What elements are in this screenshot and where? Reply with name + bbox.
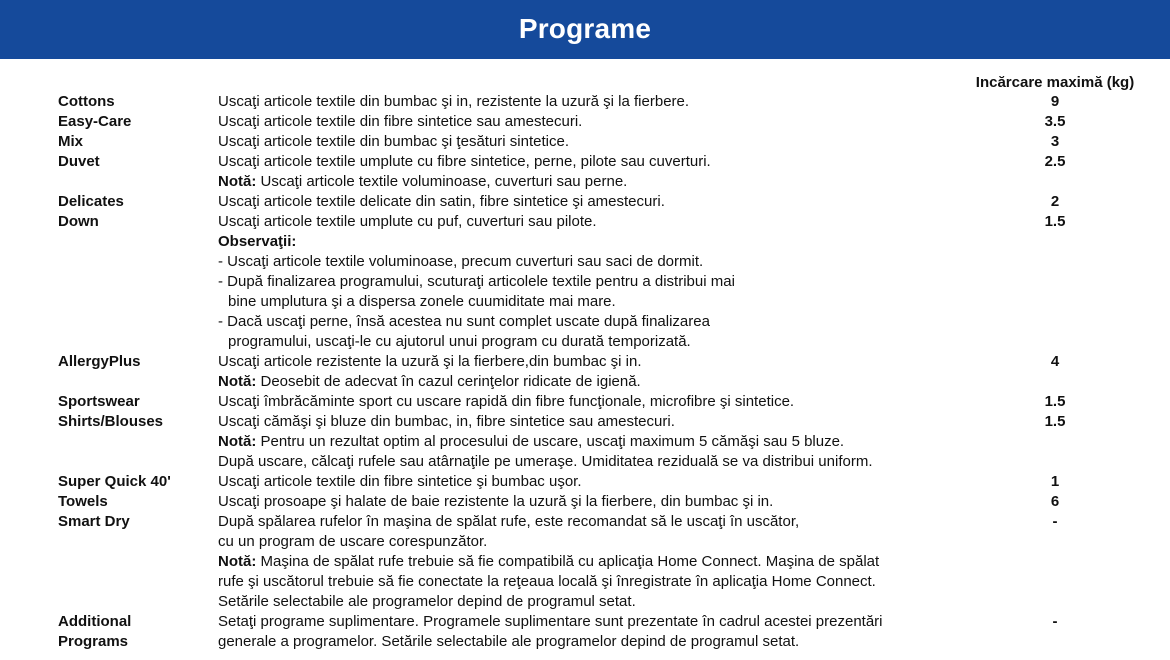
program-row-easy-care <box>0 112 1170 132</box>
program-load: - <box>1052 613 1058 630</box>
program-name: Super Quick 40' <box>58 473 171 490</box>
program-description: Uscaţi articole textile din bumbac şi in, rezistente la uzură şi la fierbere. <box>218 93 690 110</box>
program-description: Uscaţi îmbrăcăminte sport cu uscare rapidă din fibre funcţionale, microfibre şi sintetice. <box>218 393 795 410</box>
program-description: Uscaţi cămăşi şi bluze din bumbac, in, fibre sintetice sau amestecuri. Notă: Pentru un rezultat optim al procesului de uscare, uscaţi maximum 5 cămăşi sau 5 bluze. După uscare, călcaţi rufele sau atârnaţile pe umeraşe. Umiditatea reziduală se va distribui uniform. <box>218 412 958 472</box>
program-name: Duvet <box>58 153 100 170</box>
program-row-mix <box>0 132 1170 152</box>
program-name: Towels <box>58 493 108 510</box>
program-name: Down <box>58 213 99 230</box>
program-name: Mix <box>58 133 84 150</box>
program-name: Shirts/Blouses <box>58 413 164 430</box>
program-name: Easy-Care <box>58 113 132 130</box>
program-row-additional-programs <box>0 612 1170 652</box>
program-name: Sportswear <box>58 393 140 410</box>
program-description: Uscaţi articole textile din fibre sintetice şi bumbac uşor. <box>218 473 582 490</box>
program-load: - <box>1052 513 1058 530</box>
program-load: 3 <box>1050 133 1060 150</box>
header-bar <box>0 0 1170 59</box>
program-row-duvet <box>0 152 1170 192</box>
program-name: Additional Programs <box>58 613 132 650</box>
program-row-smart-dry <box>0 512 1170 612</box>
program-row-sportswear <box>0 392 1170 412</box>
program-load: 3.5 <box>1044 113 1066 130</box>
program-row-down <box>0 212 1170 352</box>
program-description: Uscaţi articole textile din bumbac şi ţesături sintetice. <box>218 133 569 150</box>
program-load: 1.5 <box>1044 393 1066 410</box>
program-load: 2.5 <box>1044 153 1066 170</box>
program-row-allergyplus <box>0 352 1170 392</box>
program-name: Smart Dry <box>58 513 130 530</box>
program-load: 9 <box>1050 93 1060 110</box>
program-name: AllergyPlus <box>58 353 141 370</box>
program-note: Notă: Pentru un rezultat optim al procesului de uscare, uscaţi maximum 5 cămăşi sau 5 bluze. <box>218 433 845 450</box>
program-name: Cottons <box>58 93 115 110</box>
program-row-towels <box>0 492 1170 512</box>
program-description: Setaţi programe suplimentare. Programele suplimentare sunt prezentate în cadrul acestei prezentări generale a programelor. Setările selectabile ale programelor depind de programul setat. <box>218 613 883 650</box>
program-note: Notă: Uscaţi articole textile voluminoase, cuverturi sau perne. <box>218 173 628 190</box>
program-load: 4 <box>1050 353 1060 370</box>
program-note: Notă: Maşina de spălat rufe trebuie să fie compatibilă cu aplicaţia Home Connect. Maşina de spălat <box>218 553 880 570</box>
program-load: 6 <box>1050 493 1060 510</box>
program-description: Uscaţi articole textile umplute cu fibre sintetice, perne, pilote sau cuverturi. Notă: Uscaţi articole textile voluminoase, cuverturi sau perne. <box>218 152 958 192</box>
program-name: Delicates <box>58 193 124 210</box>
programs-table <box>0 92 1170 652</box>
program-row-cottons <box>0 92 1170 112</box>
program-description: Uscaţi prosoape şi halate de baie rezistente la uzură şi la fierbere, din bumbac şi in. <box>218 493 774 510</box>
observations-label: Observaţii: <box>218 233 297 250</box>
program-description: Uscaţi articole textile din fibre sintetice sau amestecuri. <box>218 113 583 130</box>
page-title: Programe <box>518 13 652 44</box>
program-description: Uscaţi articole textile delicate din satin, fibre sintetice şi amestecuri. <box>218 193 665 210</box>
program-load: 1.5 <box>1044 413 1066 430</box>
program-description: Uscaţi articole rezistente la uzură şi la fierbere,din bumbac şi in. Notă: Deosebit de adecvat în cazul cerinţelor ridicate de igienă. <box>218 352 958 392</box>
program-row-super-quick-40 <box>0 472 1170 492</box>
max-load-column-header: Incărcare maximă (kg) <box>975 74 1135 91</box>
program-load: 2 <box>1050 193 1060 210</box>
program-row-delicates <box>0 192 1170 212</box>
program-row-shirts-blouses <box>0 412 1170 472</box>
program-load: 1.5 <box>1044 213 1066 230</box>
program-description: Uscaţi articole textile umplute cu puf, cuverturi sau pilote. Observaţii: - Uscaţi articole textile voluminoase, precum cuverturi sau saci de dormit. - După finalizarea programului, scuturaţi articolele textile pentru a distribui mai bine umplutura şi a dispersa zonele cuumiditate mai mare. - Dacă uscaţi perne, însă acestea nu sunt complet uscate după finalizarea programului, uscaţi-le cu ajutorul unui program cu durată temporizată. <box>218 212 958 352</box>
program-description: După spălarea rufelor în maşina de spălat rufe, este recomandat să le uscaţi în uscător, cu un program de uscare corespunzător. Notă: Maşina de spălat rufe trebuie să fie compatibilă cu aplicaţia Home Connect. Maşina de spălat rufe şi uscătorul trebuie să fie conectate la reţeaua locală şi înregistrate în aplicaţia Home Connect. Setările selectabile ale programelor depind de programul setat. <box>218 512 958 612</box>
program-note: Notă: Deosebit de adecvat în cazul cerinţelor ridicate de igienă. <box>218 373 641 390</box>
program-load: 1 <box>1050 473 1060 490</box>
